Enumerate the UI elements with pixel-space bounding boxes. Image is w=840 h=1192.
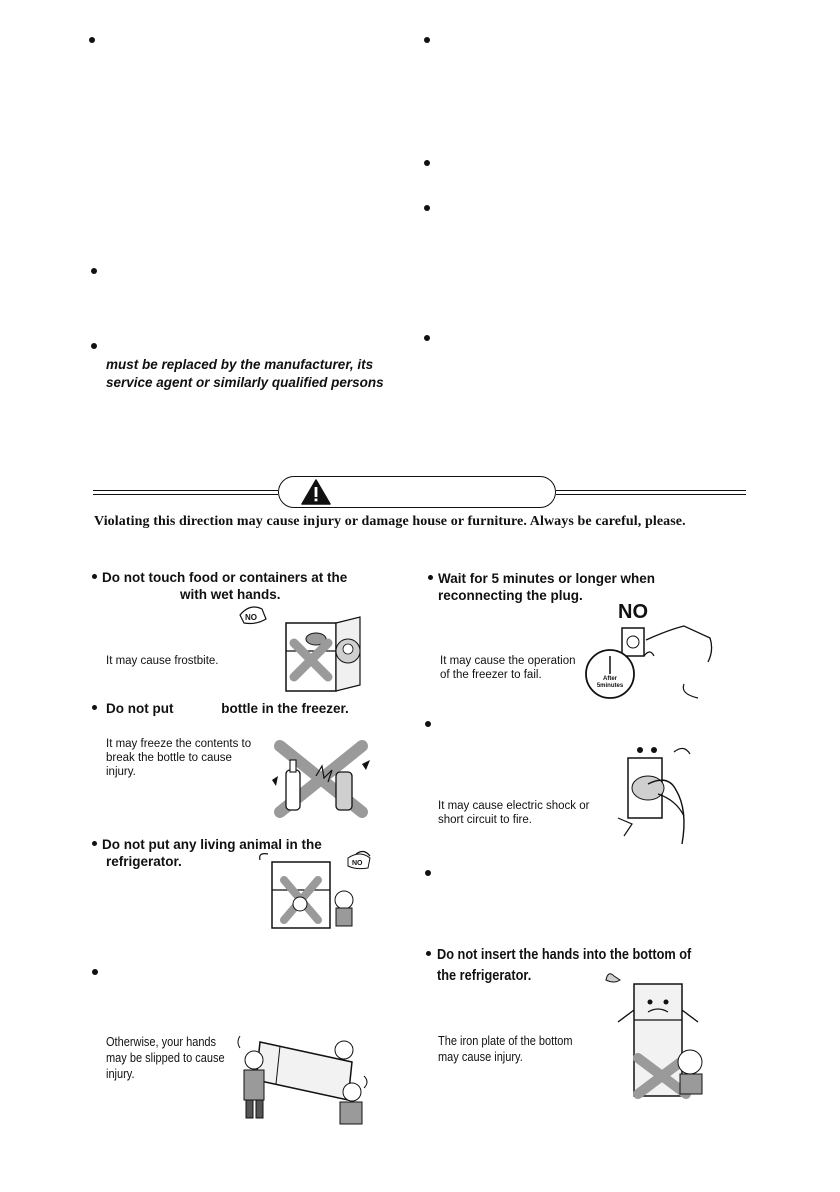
text-line: Otherwise, your hands <box>106 1035 217 1049</box>
banner-rule-right <box>556 494 746 495</box>
banner-rule-right <box>556 490 746 491</box>
bullet <box>424 37 430 43</box>
heading-part: Do not put <box>106 701 174 716</box>
text-line: short circuit to fire. <box>438 814 532 826</box>
text-line: injury. <box>106 1067 135 1081</box>
bullet <box>425 721 431 727</box>
item-heading <box>102 569 402 603</box>
text-line: may cause injury. <box>438 1050 523 1064</box>
outlet-plug-illustration <box>618 744 708 848</box>
bullet <box>92 705 97 710</box>
text-line: It may cause the operation <box>440 655 576 667</box>
heading-part: bottle in the freezer. <box>221 701 349 716</box>
text-line: the refrigerator. <box>437 967 532 984</box>
bullet <box>424 205 430 211</box>
caution-banner <box>278 476 556 508</box>
clock-label <box>596 676 624 690</box>
item-note <box>438 1033 573 1065</box>
bottom-plate-illustration <box>604 970 724 1100</box>
item-note <box>106 737 251 779</box>
svg-text:NO: NO <box>352 860 363 867</box>
text-line: Do not put any living animal in the <box>102 837 322 852</box>
top-left-item-4 <box>106 356 406 392</box>
text-line: break the bottle to cause <box>106 752 232 764</box>
warning-triangle-icon <box>301 479 331 505</box>
item-note: It may cause frostbite. <box>106 655 219 667</box>
text-line: It may cause electric shock or <box>438 800 590 812</box>
text-line: 5minutes <box>596 683 624 689</box>
banner-rule-left <box>93 494 278 495</box>
text-line: Do not insert the hands into the bottom of <box>437 946 692 963</box>
bullet <box>424 335 430 341</box>
animal-in-fridge-illustration <box>256 850 376 930</box>
bullet <box>92 969 98 975</box>
text-line: service agent or similarly qualified persons <box>106 375 384 390</box>
banner-rule-left <box>93 490 278 491</box>
text-line: injury. <box>106 766 136 778</box>
text-line: Do not touch food or containers at the <box>102 570 348 585</box>
text-line: must be replaced by the manufacturer, its <box>106 357 374 372</box>
text-line: Wait for 5 minutes or longer when <box>438 571 656 586</box>
text-line: The iron plate of the bottom <box>438 1034 573 1048</box>
bullet <box>425 870 431 876</box>
item-heading <box>438 570 738 604</box>
bullet <box>424 160 430 166</box>
no-callout: NO <box>618 601 648 623</box>
bullet <box>92 841 97 846</box>
wet-hands-freezer-illustration <box>236 603 376 693</box>
item-heading <box>106 700 349 717</box>
text-line: of the freezer to fail. <box>440 669 542 681</box>
item-note <box>106 1034 225 1082</box>
bottle-in-freezer-illustration <box>266 736 376 820</box>
carrying-fridge-illustration <box>240 1016 370 1134</box>
text-line: refrigerator. <box>106 854 182 869</box>
bullet <box>92 574 97 579</box>
item-note <box>440 654 576 682</box>
plug-reconnect-illustration <box>588 622 718 702</box>
bullet <box>91 343 97 349</box>
svg-text:NO: NO <box>245 613 257 622</box>
item-note <box>438 799 589 827</box>
bullet <box>426 951 431 956</box>
text-line: After <box>602 676 617 682</box>
text-line: reconnecting the plug. <box>438 588 583 603</box>
caution-text: Violating this direction may cause injury or damage house or furniture. Always be careful, please. <box>94 514 686 529</box>
bullet <box>89 37 95 43</box>
text-line: with wet hands. <box>180 587 281 602</box>
text-line: It may freeze the contents to <box>106 738 252 750</box>
bullet <box>428 575 433 580</box>
text-line: may be slipped to cause <box>106 1051 225 1065</box>
bullet <box>91 268 97 274</box>
